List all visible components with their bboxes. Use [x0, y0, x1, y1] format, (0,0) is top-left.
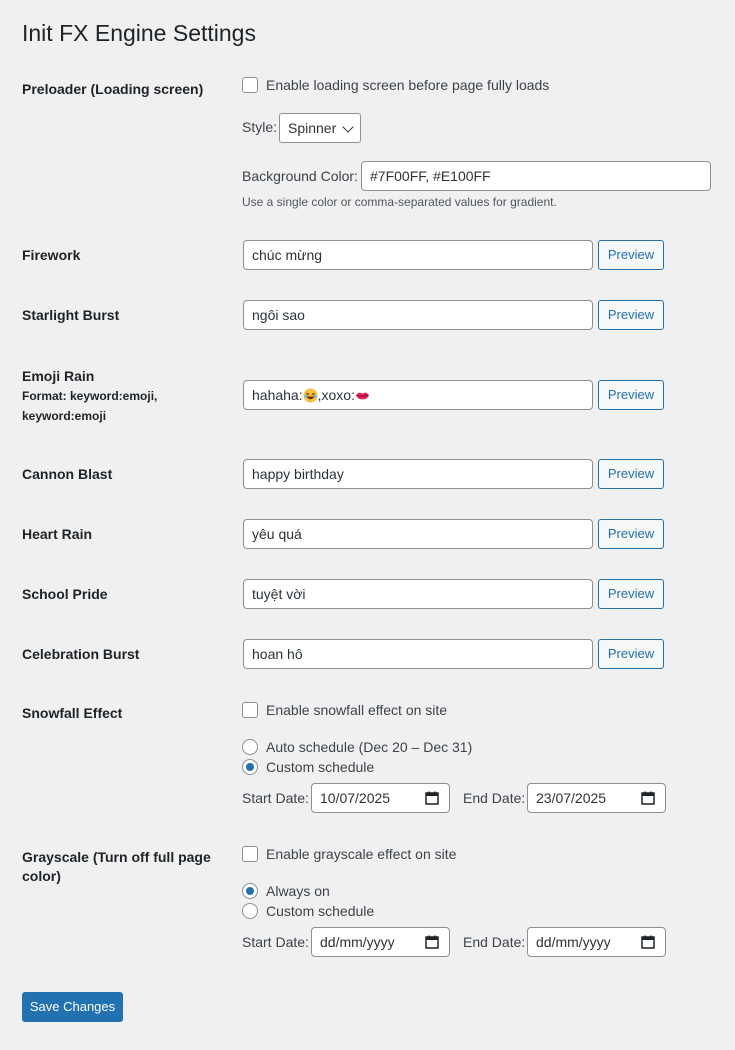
grayscale-end-value: dd/mm/yyyy [536, 934, 611, 950]
emoji-rain-format-hint: Format: keyword:emoji, keyword:emoji [22, 389, 158, 423]
emoji-rain-preview-button[interactable]: Preview [598, 380, 664, 410]
emoji-rain-title: Emoji Rain [22, 368, 95, 384]
grayscale-end-label: End Date: [463, 934, 526, 950]
calendar-icon[interactable] [425, 935, 439, 949]
heart-rain-preview-button[interactable]: Preview [598, 519, 664, 549]
snowfall-auto-option[interactable] [242, 738, 472, 756]
snowfall-auto-text: Auto schedule (Dec 20 – Dec 31) [266, 739, 473, 755]
grayscale-always-text: Always on [266, 883, 330, 899]
grayscale-start-label: Start Date: [242, 934, 309, 950]
snowfall-start-value: 10/07/2025 [320, 790, 391, 806]
preloader-label: Preloader (Loading screen) [22, 81, 204, 97]
snowfall-end-value: 23/07/2025 [536, 790, 607, 806]
cannon-blast-label: Cannon Blast [22, 466, 113, 482]
grayscale-always-option[interactable] [242, 882, 330, 900]
style-select-value: Spinner [288, 120, 337, 136]
grayscale-enable[interactable] [242, 845, 456, 863]
calendar-icon[interactable] [641, 935, 655, 949]
snowfall-enable-checkbox[interactable] [242, 702, 258, 718]
grayscale-enable-checkbox[interactable] [242, 846, 258, 862]
page-title: Init FX Engine Settings [22, 20, 256, 46]
emoji-rain-label [22, 367, 222, 426]
school-pride-preview-button[interactable]: Preview [598, 579, 664, 609]
snowfall-custom-option[interactable] [242, 758, 374, 776]
snowfall-enable-text: Enable snowfall effect on site [266, 702, 448, 718]
bg-color-hint: Use a single color or comma-separated values for gradient. [242, 195, 557, 209]
style-select[interactable] [279, 113, 361, 143]
grayscale-custom-text: Custom schedule [266, 903, 375, 919]
emoji-rain-value-part2: ,xoxo: [317, 387, 355, 403]
bg-color-label: Background Color: [242, 168, 358, 184]
snowfall-start-label: Start Date: [242, 790, 309, 806]
emoji-rain-input[interactable] [243, 380, 593, 410]
celebration-burst-label: Celebration Burst [22, 646, 140, 662]
emoji-rain-value-part1: hahaha: [252, 387, 303, 403]
calendar-icon[interactable] [641, 791, 655, 805]
firework-input[interactable]: chúc mừng [243, 240, 593, 270]
snowfall-end-date[interactable] [527, 783, 666, 813]
laughing-face-icon [303, 388, 318, 403]
snowfall-end-label: End Date: [463, 790, 526, 806]
snowfall-custom-radio[interactable] [242, 759, 258, 775]
cannon-blast-input[interactable]: happy birthday [243, 459, 593, 489]
school-pride-label: School Pride [22, 586, 108, 602]
grayscale-custom-radio[interactable] [242, 903, 258, 919]
preloader-enable[interactable] [242, 76, 549, 94]
cannon-blast-preview-button[interactable]: Preview [598, 459, 664, 489]
starlight-input[interactable]: ngôi sao [243, 300, 593, 330]
grayscale-always-radio[interactable] [242, 883, 258, 899]
grayscale-end-date[interactable] [527, 927, 666, 957]
style-label: Style: [242, 119, 278, 135]
firework-label: Firework [22, 247, 81, 263]
kiss-lips-icon [355, 388, 370, 403]
starlight-preview-button[interactable]: Preview [598, 300, 664, 330]
preloader-enable-checkbox[interactable] [242, 77, 258, 93]
celebration-burst-preview-button[interactable]: Preview [598, 639, 664, 669]
starlight-label: Starlight Burst [22, 307, 120, 323]
heart-rain-label: Heart Rain [22, 526, 93, 542]
preloader-enable-text: Enable loading screen before page fully loads [266, 77, 550, 93]
bg-color-input[interactable]: #7F00FF, #E100FF [361, 161, 711, 191]
school-pride-input[interactable]: tuyệt vời [243, 579, 593, 609]
snowfall-enable[interactable] [242, 701, 447, 719]
celebration-burst-input[interactable]: hoan hô [243, 639, 593, 669]
grayscale-start-date[interactable] [311, 927, 450, 957]
snowfall-auto-radio[interactable] [242, 739, 258, 755]
calendar-icon[interactable] [425, 791, 439, 805]
grayscale-custom-option[interactable] [242, 902, 374, 920]
snowfall-start-date[interactable] [311, 783, 450, 813]
grayscale-start-value: dd/mm/yyyy [320, 934, 395, 950]
heart-rain-input[interactable]: yêu quá [243, 519, 593, 549]
save-changes-button[interactable]: Save Changes [22, 992, 123, 1022]
snowfall-label: Snowfall Effect [22, 705, 123, 721]
grayscale-label: Grayscale (Turn off full page color) [22, 849, 211, 884]
chevron-down-icon [342, 121, 353, 132]
snowfall-custom-text: Custom schedule [266, 759, 375, 775]
firework-preview-button[interactable]: Preview [598, 240, 664, 270]
grayscale-enable-text: Enable grayscale effect on site [266, 846, 457, 862]
